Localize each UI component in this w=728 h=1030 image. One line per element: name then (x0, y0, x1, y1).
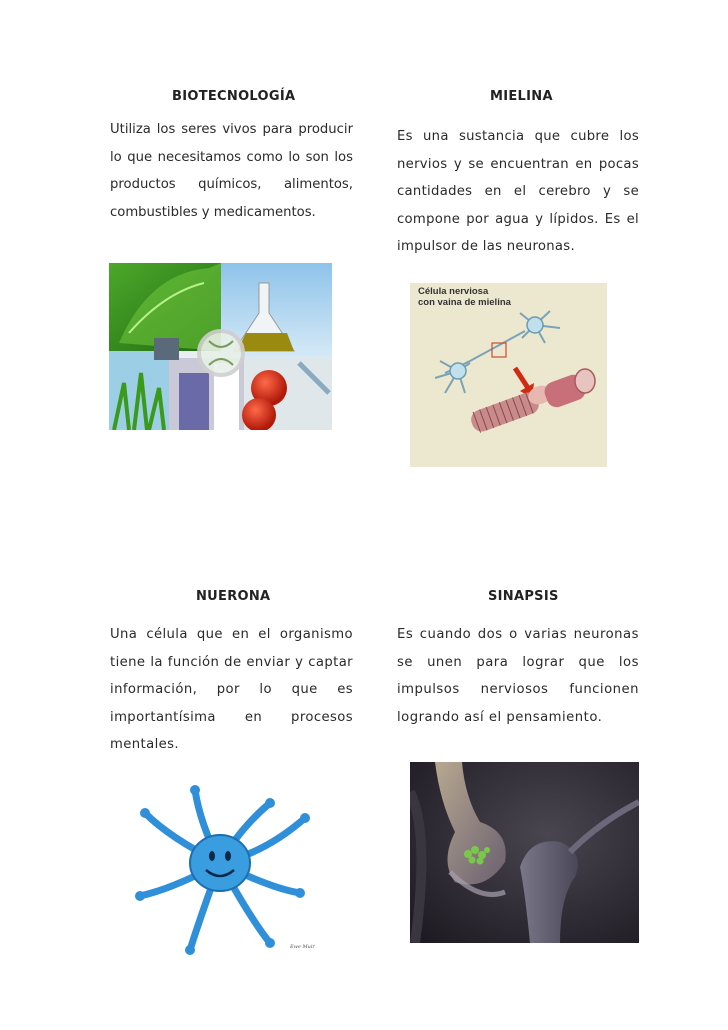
myelin-neuron-diagram (410, 283, 607, 467)
biotecnologia-title: BIOTECNOLOGÍA (172, 89, 296, 104)
artist-signature: Ewe Muir (290, 944, 315, 950)
nuerona-text: Una célula que en el organismo tiene la función de enviar y captar información, por lo que es importantísima en procesos mentales. (110, 627, 353, 752)
figure-caption-line1: Célula nerviosa (418, 286, 489, 297)
mielina-title: MIELINA (490, 89, 553, 104)
sinapsis-text: Es cuando dos o varias neuronas se unen para lograr que los impulsos nerviosos funcionen logrando así el pensamiento. (397, 627, 639, 725)
biotecnologia-text: Utiliza los seres vivos para producir lo que necesitamos como lo son los productos químicos, alimentos, combustibles y medicamentos. (110, 122, 353, 220)
synapse-image (410, 762, 639, 943)
sinapsis-title: SINAPSIS (488, 589, 559, 604)
figure-caption-line2: con vaina de mielina (418, 297, 511, 308)
nuerona-title: NUERONA (196, 589, 271, 604)
cartoon-neuron-image (120, 778, 325, 958)
mielina-text: Es una sustancia que cubre los nervios y se encuentran en pocas cantidades en el cerebro y se compone por agua y lípidos. Es el impulsor de las neuronas. (397, 129, 639, 254)
biotechnology-collage-image (109, 263, 332, 430)
